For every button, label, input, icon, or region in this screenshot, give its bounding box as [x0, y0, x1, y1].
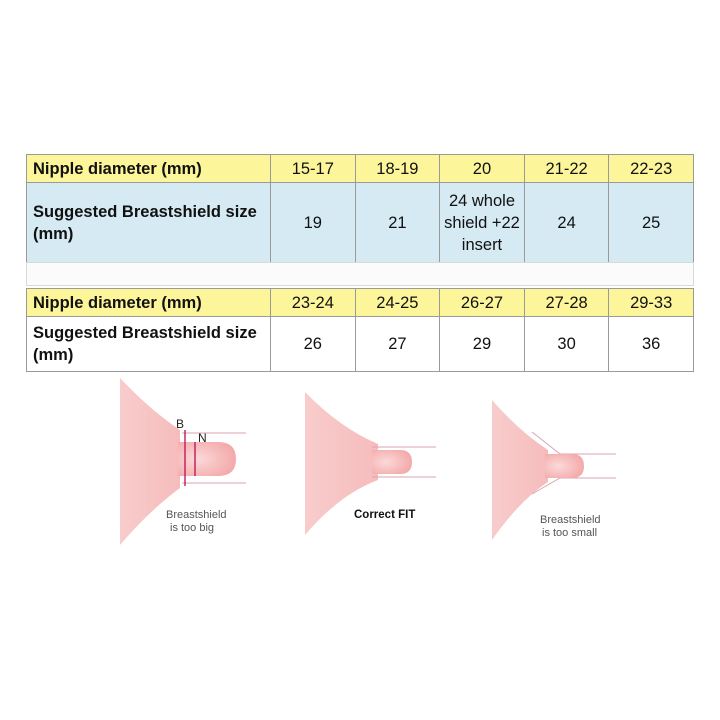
nipple-shape [545, 454, 584, 478]
size-cell: 26 [271, 317, 356, 372]
breastshield-size-table-2 [26, 288, 694, 372]
too-small-caption-line2: is too small [542, 527, 598, 539]
size-cell: 25 [609, 183, 694, 264]
diameter-cell: 26-27 [440, 289, 525, 317]
size-cell: 27 [355, 317, 440, 372]
label-n: N [198, 431, 207, 445]
nipple-diameter-row [27, 155, 694, 183]
breastshield-size-table-1 [26, 154, 694, 264]
table-spacer-row [26, 262, 694, 286]
too-big-illustration [120, 378, 246, 545]
breastshield-fit-diagram [0, 370, 720, 570]
nipple-diameter-label: Nipple diameter (mm) [27, 155, 271, 183]
size-cell: 29 [440, 317, 525, 372]
label-b: B [176, 417, 185, 431]
diameter-cell: 27-28 [524, 289, 609, 317]
nipple-shape [178, 442, 236, 476]
too-small-illustration [492, 400, 616, 540]
diameter-cell: 22-23 [609, 155, 694, 183]
diameter-cell: 29-33 [609, 289, 694, 317]
too-big-caption-line2: is too big [170, 522, 215, 534]
diameter-cell: 18-19 [355, 155, 440, 183]
size-cell: 24 whole shield +22 insert [440, 183, 525, 264]
suggested-size-row [27, 317, 694, 372]
suggested-size-row [27, 183, 694, 264]
correct-fit-illustration [305, 392, 436, 535]
too-big-caption-line1: Breastshield [166, 509, 227, 521]
size-cell: 21 [355, 183, 440, 264]
suggested-size-label: Suggested Breastshield size (mm) [27, 317, 271, 372]
nipple-diameter-label: Nipple diameter (mm) [27, 289, 271, 317]
diameter-cell: 15-17 [271, 155, 356, 183]
size-cell: 30 [524, 317, 609, 372]
size-cell: 36 [609, 317, 694, 372]
diameter-cell: 24-25 [355, 289, 440, 317]
diameter-cell: 21-22 [524, 155, 609, 183]
too-small-caption-line1: Breastshield [540, 514, 601, 526]
nipple-shape [372, 450, 412, 474]
diameter-cell: 20 [440, 155, 525, 183]
suggested-size-label: Suggested Breastshield size (mm) [27, 183, 271, 264]
diameter-cell: 23-24 [271, 289, 356, 317]
size-cell: 19 [271, 183, 356, 264]
size-cell: 24 [524, 183, 609, 264]
correct-fit-caption: Correct FIT [354, 509, 416, 521]
nipple-diameter-row [27, 289, 694, 317]
